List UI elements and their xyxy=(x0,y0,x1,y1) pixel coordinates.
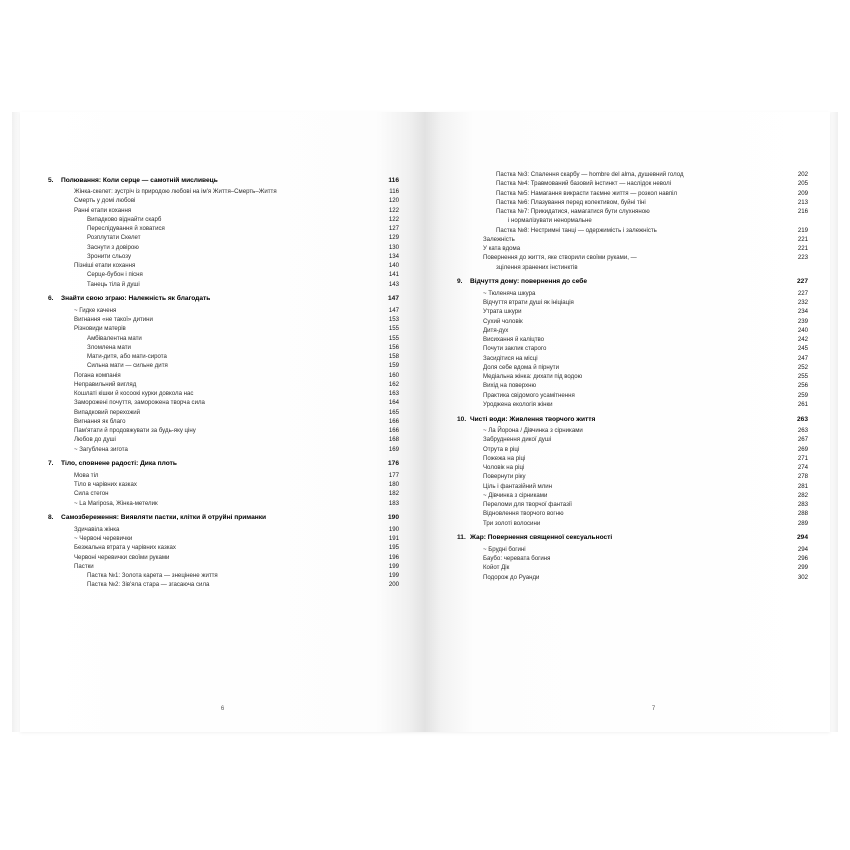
page-number-left: 6 xyxy=(220,706,225,712)
toc-entry-title: Повернути ріку xyxy=(483,473,526,481)
toc-entry-title: Доля себе вдома й пірнути xyxy=(483,363,560,371)
toc-entry-row xyxy=(48,233,399,242)
toc-entry-page-number: 289 xyxy=(797,519,808,527)
toc-entry-row xyxy=(48,243,399,252)
toc-entry-page-number: 205 xyxy=(797,180,808,188)
toc-entry-title: Смерть у домі любові xyxy=(74,197,136,205)
toc-entry-page-number: 155 xyxy=(388,325,399,333)
toc-entry-page-number: 202 xyxy=(797,171,808,178)
toc-entry-row xyxy=(457,289,808,298)
toc-chapter-number: 10. xyxy=(457,415,467,423)
toc-entry-row xyxy=(48,553,399,562)
toc-entry-page-number: 209 xyxy=(797,189,808,197)
toc-entry-row xyxy=(457,509,808,518)
toc-entry-row xyxy=(48,499,399,508)
toc-entry-page-number: 294 xyxy=(797,545,808,553)
toc-entry-title: Подорож до Руанди xyxy=(483,573,540,581)
toc-entry-page-number: 259 xyxy=(797,391,808,399)
toc-entry-row xyxy=(48,371,399,380)
toc-entry-page-number: 143 xyxy=(388,280,399,288)
toc-entry-page-number: 164 xyxy=(388,399,399,407)
toc-entry-row xyxy=(457,263,808,272)
toc-entry-page-number: 200 xyxy=(388,581,399,589)
toc-entry-title: Три золоті волосини xyxy=(483,519,541,527)
toc-entry-page-number: 141 xyxy=(388,271,399,279)
toc-entry-title: Розплутати Скелет xyxy=(87,234,141,242)
toc-entry-row xyxy=(48,525,399,534)
toc-entry-row xyxy=(457,170,808,179)
toc-entry-page-number: 199 xyxy=(388,572,399,580)
left-page xyxy=(20,112,425,732)
toc-entry-title: ~ Червоні черевички xyxy=(74,535,133,543)
toc-entry-page-number: 223 xyxy=(797,254,808,262)
toc-entry-title: Койот Дік xyxy=(483,564,510,572)
open-book xyxy=(20,112,830,732)
toc-entry-title: Забруднення дикої душі xyxy=(483,436,552,444)
toc-entry-title: Переслідування й ховатися xyxy=(87,225,165,233)
toc-entry-page-number: 216 xyxy=(797,208,808,215)
toc-entry-page-number: 190 xyxy=(388,525,399,533)
toc-entry-row xyxy=(48,215,399,224)
toc-entry-row xyxy=(48,206,399,215)
toc-entry-page-number: 282 xyxy=(797,491,808,499)
toc-entry-title: Пожежа на ріці xyxy=(483,454,526,462)
toc-entry-page-number: 169 xyxy=(388,445,399,453)
toc-entry-title: Пастка №1: Золота карета — знецінене життя xyxy=(87,572,218,580)
toc-entry-page-number: 269 xyxy=(797,445,808,453)
toc-entry-title: Відчуття втрати душі як ініціація xyxy=(483,299,574,307)
toc-entry-title: Тіло, сповнене радості: Дика плоть xyxy=(61,460,177,468)
toc-entry-page-number: 255 xyxy=(797,373,808,381)
toc-entry-row xyxy=(48,252,399,261)
toc-entry-title: Неправильний вигляд xyxy=(74,380,137,388)
toc-entry-page-number: 267 xyxy=(797,436,808,444)
toc-entry-title: Сила стегон xyxy=(74,490,109,498)
toc-entry-page-number: 240 xyxy=(797,326,808,334)
toc-entry-page-number: 195 xyxy=(388,544,399,552)
toc-entry-row xyxy=(457,426,808,435)
toc-entry-page-number: 199 xyxy=(388,562,399,570)
toc-chapter-row xyxy=(48,459,399,469)
toc-chapter-number: 11. xyxy=(457,534,466,542)
toc-entry-page-number: 256 xyxy=(797,382,808,390)
toc-entry-title: У ката вдома xyxy=(483,245,521,252)
toc-entry-page-number: 147 xyxy=(388,306,399,314)
toc-entry-title: Сухий чоловік xyxy=(483,317,523,325)
toc-entry-title: Полювання: Коли серце — самотній мисливець xyxy=(61,176,218,184)
toc-entry-row xyxy=(48,489,399,498)
toc-entry-row xyxy=(457,463,808,472)
toc-entry-title: Вигнання «не такої» дитини xyxy=(74,316,153,324)
toc-entry-row xyxy=(457,563,808,572)
toc-entry-row xyxy=(48,224,399,233)
toc-entry-page-number: 245 xyxy=(797,345,808,353)
toc-entry-page-number: 160 xyxy=(388,371,399,379)
toc-entry-page-number: 221 xyxy=(797,245,808,252)
toc-entry-page-number: 140 xyxy=(388,262,399,270)
toc-entry-title: зцілення зранених інстинктів xyxy=(496,263,578,271)
toc-entry-page-number: 120 xyxy=(388,197,399,205)
toc-entry-page-number: 221 xyxy=(797,235,808,243)
toc-entry-page-number: 299 xyxy=(797,564,808,572)
toc-entry-title: ~ Гидке каченя xyxy=(74,306,117,314)
toc-entry-row xyxy=(48,580,399,589)
toc-entry-page-number: 278 xyxy=(797,473,808,481)
toc-entry-page-number: 166 xyxy=(388,417,399,425)
toc-entry-page-number: 213 xyxy=(797,198,808,206)
toc-entry-row xyxy=(48,261,399,270)
toc-entry-title: Засидітися на місці xyxy=(483,354,538,362)
toc-entry-row xyxy=(48,543,399,552)
toc-entry-page-number: 168 xyxy=(388,436,399,444)
toc-entry-page-number: 153 xyxy=(388,316,399,324)
toc-entry-row xyxy=(48,389,399,398)
toc-entry-page-number: 166 xyxy=(388,427,399,435)
toc-entry-page-number: 302 xyxy=(797,573,808,581)
toc-entry-page-number: 191 xyxy=(388,535,399,543)
right-page xyxy=(425,112,830,732)
toc-entry-title: Відчуття дому: повернення до себе xyxy=(470,278,588,286)
toc-entry-page-number: 234 xyxy=(797,308,808,316)
toc-entry-title: Баубо: черевата богиня xyxy=(483,555,551,563)
toc-entry-row xyxy=(457,326,808,335)
table-of-contents-left xyxy=(48,176,399,590)
toc-entry-page-number: 288 xyxy=(797,510,808,518)
toc-entry-page-number: 129 xyxy=(388,234,399,242)
toc-entry-title: ~ Ла Йорона / Дівчинка з сірниками xyxy=(483,427,583,435)
toc-entry-title: Амбівалентна мати xyxy=(87,334,142,342)
toc-entry-page-number: 122 xyxy=(388,206,399,214)
toc-entry-row xyxy=(48,306,399,315)
toc-entry-row xyxy=(457,189,808,198)
toc-entry-title: Вигнання як благо xyxy=(74,417,126,425)
toc-entry-title: Зломлена мати xyxy=(87,343,131,351)
toc-entry-page-number: 183 xyxy=(388,499,399,507)
toc-entry-row xyxy=(457,445,808,454)
toc-entry-title: Червоні черевички своїми руками xyxy=(74,553,170,561)
toc-chapter-number: 6. xyxy=(48,295,54,303)
toc-entry-title: Пастка №6: Плазування перед колективом, буйні тіні xyxy=(496,198,646,206)
toc-entry-page-number: 116 xyxy=(388,176,399,184)
toc-entry-page-number: 155 xyxy=(388,334,399,342)
table-of-contents-right xyxy=(457,170,808,582)
toc-entry-row xyxy=(48,534,399,543)
toc-entry-title: Кошлаті кішки й косоокі курки довкола нас xyxy=(74,390,194,398)
toc-entry-row xyxy=(48,187,399,196)
toc-entry-row xyxy=(457,454,808,463)
toc-entry-page-number: 182 xyxy=(388,490,399,498)
toc-entry-title: Відновлення творчого вогню xyxy=(483,510,564,518)
toc-entry-row xyxy=(457,400,808,409)
toc-entry-title: Пастки xyxy=(74,562,94,570)
toc-entry-page-number: 127 xyxy=(388,225,399,233)
toc-entry-page-number: 177 xyxy=(388,471,399,479)
toc-chapter-row xyxy=(457,415,808,425)
toc-entry-page-number: 162 xyxy=(388,380,399,388)
toc-entry-title: Зронити сльозу xyxy=(87,252,131,260)
toc-chapter-number: 9. xyxy=(457,278,463,286)
toc-entry-row xyxy=(457,226,808,235)
toc-entry-page-number: 134 xyxy=(388,252,399,260)
toc-entry-title: Повернення до життя, яке створили своїми руками, — xyxy=(483,254,637,262)
toc-entry-title: Заснути з довірою xyxy=(87,243,139,251)
toc-entry-row xyxy=(48,334,399,343)
toc-entry-title: Залежність xyxy=(483,235,515,243)
toc-entry-title: Ціль і фантазійний млин xyxy=(483,482,553,490)
toc-entry-row xyxy=(48,315,399,324)
toc-entry-title: ~ Тюленяча шкура xyxy=(483,289,536,297)
page-number-right: 7 xyxy=(651,706,656,712)
toc-entry-title: Жінка-скелет: зустріч із природою любові на ім'я Життя–Смерть–Життя xyxy=(74,188,277,196)
toc-entry-row xyxy=(457,372,808,381)
toc-entry-title: Пам'ятати й продовжувати за будь-яку ціну xyxy=(74,427,196,435)
toc-entry-page-number: 232 xyxy=(797,299,808,307)
toc-entry-title: Пастка №2: Зів'яла стара — згасаюча сила xyxy=(87,581,210,589)
toc-entry-page-number: 159 xyxy=(388,362,399,370)
toc-entry-title: Дитя-дух xyxy=(483,326,509,334)
toc-entry-title: Чоловік на ріці xyxy=(483,464,525,472)
toc-entry-row xyxy=(48,480,399,489)
toc-entry-title: Пастка №5: Намагання викрасти таємне життя — розкол навпіл xyxy=(496,189,678,197)
toc-entry-title: Випадково віднайти скарб xyxy=(87,215,162,223)
toc-entry-row xyxy=(457,381,808,390)
toc-entry-row xyxy=(457,235,808,244)
toc-entry-title: Мова тіл xyxy=(74,471,99,479)
toc-entry-page-number: 156 xyxy=(388,343,399,351)
toc-entry-row xyxy=(457,482,808,491)
toc-entry-page-number: 180 xyxy=(388,481,399,489)
toc-entry-title: Чисті води: Живлення творчого життя xyxy=(470,415,596,423)
toc-entry-title: Медіальна жінка: дихати під водою xyxy=(483,373,583,381)
toc-entry-row xyxy=(48,270,399,279)
toc-entry-title: Висихання й каліцтво xyxy=(483,336,545,344)
toc-entry-row xyxy=(457,298,808,307)
toc-entry-row xyxy=(457,179,808,188)
toc-entry-title: Пізніші етапи кохання xyxy=(74,262,136,270)
toc-entry-title: Знайти свою зграю: Належність як благодать xyxy=(61,295,211,303)
toc-entry-page-number: 158 xyxy=(388,353,399,361)
toc-entry-title: Танець тіла й душі xyxy=(87,280,140,288)
toc-entry-page-number: 271 xyxy=(797,454,808,462)
toc-entry-row xyxy=(48,408,399,417)
toc-entry-title: Випадковий перехожий xyxy=(74,408,141,416)
toc-entry-title: ~ Загублена зигота xyxy=(74,445,128,453)
toc-entry-page-number: 116 xyxy=(389,188,399,196)
toc-entry-title: Пастка №7: Прикидатися, намагатися бути слухняною xyxy=(496,208,650,215)
toc-entry-row xyxy=(48,571,399,580)
toc-entry-page-number: 190 xyxy=(387,514,399,522)
toc-entry-row xyxy=(457,554,808,563)
toc-entry-row xyxy=(48,343,399,352)
toc-entry-title: Мати-дитя, або мати-сирота xyxy=(87,353,167,361)
toc-entry-row xyxy=(457,244,808,253)
toc-entry-title: Уроджена екологія жінки xyxy=(483,400,553,408)
toc-chapter-number: 8. xyxy=(48,514,54,522)
toc-entry-title: Безжальна втрата у чарівних казках xyxy=(74,544,176,552)
toc-entry-row xyxy=(48,196,399,205)
toc-entry-title: Отрута в ріці xyxy=(483,445,520,453)
toc-chapter-row xyxy=(48,176,399,186)
toc-entry-title: Пастка №3: Спалення скарбу — hombre del alma, душевний голод xyxy=(496,171,684,178)
toc-entry-page-number: 247 xyxy=(797,354,808,362)
toc-entry-page-number: 252 xyxy=(797,363,808,371)
toc-entry-title: ~ Брудні богині xyxy=(483,545,526,553)
toc-entry-page-number: 263 xyxy=(796,415,808,423)
toc-entry-page-number: 261 xyxy=(797,400,808,408)
toc-entry-row xyxy=(457,363,808,372)
toc-entry-title: Погана компанія xyxy=(74,371,121,379)
toc-entry-row xyxy=(48,417,399,426)
toc-entry-row xyxy=(457,207,808,216)
toc-entry-row xyxy=(457,317,808,326)
toc-entry-page-number: 176 xyxy=(387,460,399,468)
toc-entry-row xyxy=(457,307,808,316)
toc-entry-row xyxy=(48,435,399,444)
toc-entry-title: Почути заклик старого xyxy=(483,345,547,353)
toc-entry-page-number: 274 xyxy=(797,464,808,472)
toc-chapter-number: 7. xyxy=(48,460,54,468)
toc-entry-page-number: 239 xyxy=(797,317,808,325)
toc-entry-row xyxy=(457,573,808,582)
toc-entry-page-number: 263 xyxy=(797,427,808,435)
toc-entry-row xyxy=(457,519,808,528)
toc-entry-row xyxy=(48,380,399,389)
toc-chapter-row xyxy=(48,513,399,523)
toc-entry-page-number: 227 xyxy=(797,289,808,297)
toc-entry-title: Тіло в чарівних казках xyxy=(74,481,137,489)
toc-entry-row xyxy=(457,500,808,509)
toc-entry-title: Заморожені почуття, заморожена творча сила xyxy=(74,399,205,407)
toc-entry-row xyxy=(457,545,808,554)
toc-entry-row xyxy=(48,445,399,454)
toc-entry-title: Любов до душі xyxy=(74,436,116,444)
toc-entry-row xyxy=(457,491,808,500)
toc-entry-title: Практика свідомого усамітнення xyxy=(483,391,575,399)
toc-entry-row xyxy=(457,344,808,353)
toc-entry-page-number: 227 xyxy=(796,278,808,286)
toc-entry-page-number: 196 xyxy=(388,553,399,561)
toc-entry-page-number: 296 xyxy=(797,555,808,563)
toc-entry-row xyxy=(48,280,399,289)
toc-entry-row xyxy=(457,216,808,225)
toc-entry-row xyxy=(48,471,399,480)
toc-entry-page-number: 163 xyxy=(388,390,399,398)
toc-entry-row xyxy=(48,361,399,370)
toc-entry-page-number: 122 xyxy=(388,215,399,223)
toc-entry-page-number: 281 xyxy=(797,482,808,490)
toc-entry-page-number: 294 xyxy=(796,534,808,542)
toc-entry-row xyxy=(457,472,808,481)
toc-entry-page-number: 165 xyxy=(388,408,399,416)
toc-chapter-row xyxy=(457,533,808,543)
toc-entry-row xyxy=(457,391,808,400)
toc-entry-title: Пастка №4: Травмований базовий інстинкт — наслідок неволі xyxy=(496,180,672,188)
toc-entry-row xyxy=(457,435,808,444)
toc-entry-page-number: 147 xyxy=(387,295,399,303)
toc-entry-row xyxy=(457,354,808,363)
toc-entry-row xyxy=(457,198,808,207)
toc-entry-page-number: 219 xyxy=(797,226,808,234)
toc-entry-page-number: 242 xyxy=(797,336,808,344)
toc-entry-row xyxy=(48,352,399,361)
toc-entry-row xyxy=(457,253,808,262)
toc-entry-title: ~ Дівчинка з сірниками xyxy=(483,491,548,499)
toc-entry-title: і нормалізувати ненормальне xyxy=(508,217,592,225)
toc-entry-title: Ранні етапи кохання xyxy=(74,206,132,214)
toc-entry-row xyxy=(48,426,399,435)
toc-entry-title: Самозбереження: Виявляти пастки, клітки й отруйні приманки xyxy=(61,514,267,522)
toc-entry-title: Сильна мати — сильне дитя xyxy=(87,362,168,370)
toc-entry-row xyxy=(457,335,808,344)
toc-entry-page-number: 283 xyxy=(797,501,808,509)
toc-entry-title: Здичавіла жінка xyxy=(74,525,120,533)
toc-chapter-row xyxy=(48,294,399,304)
toc-entry-page-number: 130 xyxy=(388,243,399,251)
toc-entry-title: Утрата шкури xyxy=(483,308,522,316)
toc-entry-title: Жар: Повернення священної сексуальності xyxy=(470,534,613,542)
toc-entry-title: Вихід на поверхню xyxy=(483,382,537,390)
toc-entry-row xyxy=(48,398,399,407)
toc-entry-title: Переломи для творчої фантазії xyxy=(483,501,572,509)
toc-entry-row xyxy=(48,324,399,333)
toc-entry-row xyxy=(48,562,399,571)
toc-entry-title: Серце-бубон і пісня xyxy=(87,271,143,279)
toc-chapter-row xyxy=(457,277,808,287)
toc-entry-title: ~ La Mariposa, Жінка-метелик xyxy=(74,499,158,507)
toc-chapter-number: 5. xyxy=(48,176,54,184)
toc-entry-title: Різновиди матерів xyxy=(74,325,126,333)
toc-entry-title: Пастка №8: Нестримні танці — одержимість і залежність xyxy=(496,226,657,234)
